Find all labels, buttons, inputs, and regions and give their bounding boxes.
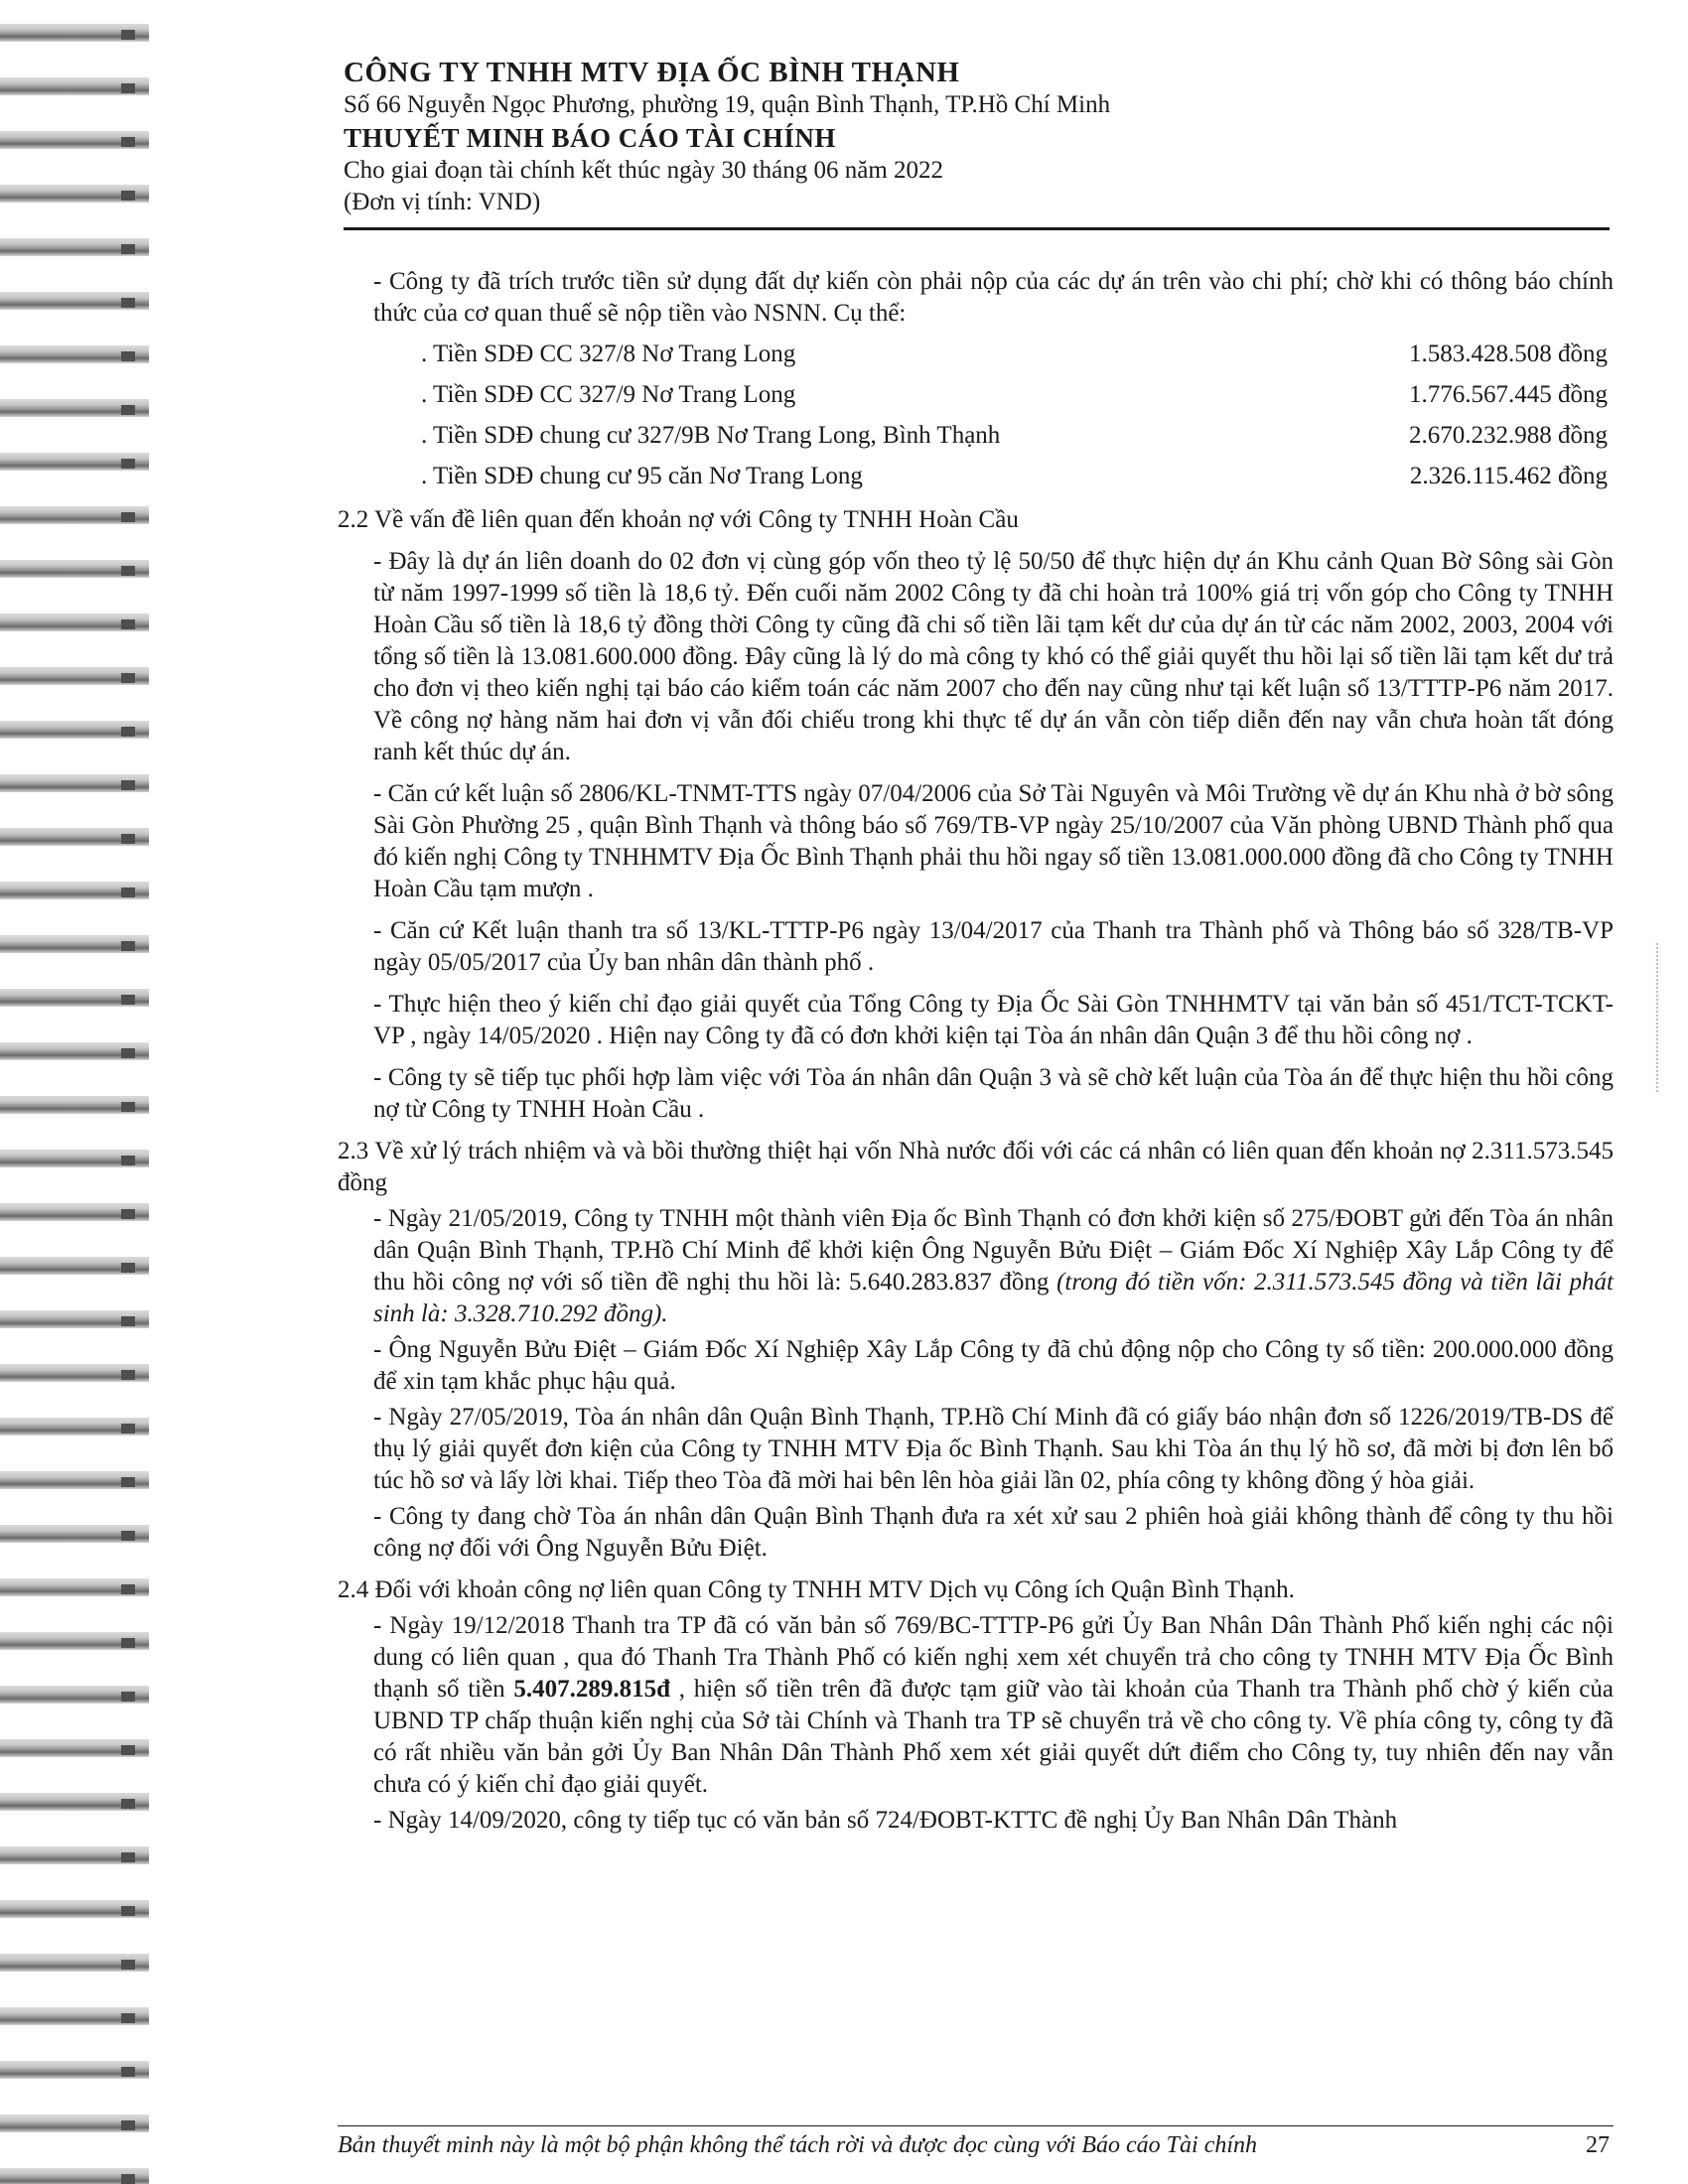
section-2-3-paragraph: - Công ty đang chờ Tòa án nhân dân Quận Bình Thạnh đưa ra xét xử sau 2 phiên hoà giải không thành để công ty thu hồi công nợ đối với Ông Nguyễn Bửu Điệt. xyxy=(373,1503,1614,1562)
intro-paragraph: - Công ty đã trích trước tiền sử dụng đất dự kiến còn phải nộp của các dự án trên vào chi phí; chờ khi có thông báo chính thức của cơ quan thuế sẽ nộp tiền vào NSNN. Cụ thể: xyxy=(373,268,1614,327)
highlighted-amount: 5.407.289.815đ xyxy=(513,1676,671,1703)
item-label: . Tiền SDĐ chung cư 327/9B Nơ Trang Long, Bình Thạnh xyxy=(421,421,1001,449)
list-item xyxy=(338,374,1614,415)
paragraph-italic-note: (trong đó tiền vốn: 2.311.573.545 đồng và tiền lãi phát sinh là: 3.328.710.292 đồng). xyxy=(373,1269,1615,1327)
item-amount: 2.326.115.462 đồng xyxy=(1409,462,1608,489)
footer-divider xyxy=(338,2125,1614,2126)
report-period: Cho giai đoạn tài chính kết thúc ngày 30 tháng 06 năm 2022 xyxy=(344,157,944,184)
section-2-4-paragraph: - Ngày 14/09/2020, công ty tiếp tục có văn bản số 724/ĐOBT-KTTC đề nghị Ủy Ban Nhân Dân Thành xyxy=(373,1807,1398,1834)
section-2-3-paragraph: - Ông Nguyễn Bửu Điệt – Giám Đốc Xí Nghiệp Xây Lắp Công ty đã chủ động nộp cho Công ty số tiền: 200.000.000 đồng để xin tạm khắc phục hậu quả. xyxy=(373,1336,1614,1395)
company-name: CÔNG TY TNHH MTV ĐỊA ỐC BÌNH THẠNH xyxy=(344,57,960,88)
item-label: . Tiền SDĐ CC 327/9 Nơ Trang Long xyxy=(421,380,796,408)
section-2-2-paragraph: - Căn cứ kết luận số 2806/KL-TNMT-TTS ngày 07/04/2006 của Sở Tài Nguyên và Môi Trường về dự án Khu nhà ở bờ sông Sài Gòn Phường 25 , quận Bình Thạnh và thông báo số 769/TB-VP ngày 25/10/2007 của Văn phòng UBND Thành phố qua đó kiến nghị Công ty TNHHMTV Địa Ốc Bình Thạnh phải thu hồi ngay số tiền 13.081.000.000 đồng đã cho Công ty TNHH Hoàn Cầu tạm mượn . xyxy=(373,780,1614,902)
land-fee-list xyxy=(338,334,1614,496)
item-amount: 2.670.232.988 đồng xyxy=(1409,421,1608,449)
item-amount: 1.776.567.445 đồng xyxy=(1409,380,1608,408)
section-2-3-heading: 2.3 Về xử lý trách nhiệm và và bồi thường thiệt hại vốn Nhà nước đối với các cá nhân có liên quan đến khoản nợ 2.311.573.545 đồng xyxy=(338,1138,1614,1196)
section-2-2-paragraph: - Căn cứ Kết luận thanh tra số 13/KL-TTTP-P6 ngày 13/04/2017 của Thanh tra Thành phố và Thông báo số 328/TB-VP ngày 05/05/2017 của Ủy ban nhân dân thành phố . xyxy=(373,917,1614,976)
section-2-2-paragraph: - Đây là dự án liên doanh do 02 đơn vị cùng góp vốn theo tỷ lệ 50/50 để thực hiện dự án Khu cảnh Quan Bờ Sông sài Gòn từ năm 1997-1999 số tiền là 18,6 tỷ. Đến cuối năm 2002 Công ty đã chi hoàn trả 100% giá trị vốn góp cho Công ty TNHH Hoàn Cầu số tiền là 18,6 tỷ đồng thời Công ty cũng đã chi số tiền lãi tạm kết dư của dự án từ các năm 2002, 2003, 2004 với tổng số tiền là 13.081.600.000 đồng. Đây cũng là lý do mà công ty khó có thể giải quyết thu hồi lại số tiền lãi tạm kết dư trả cho đơn vị theo kiến nghị tại báo cáo kiểm toán các năm 2007 cho đến nay cũng như tại kết luận số 13/TTTP-P6 năm 2017. Về công nợ hàng năm hai đơn vị vẫn đối chiếu trong khi thực tế dự án vẫn còn tiếp diễn đến nay vẫn chưa hoàn tất đóng ranh kết thúc dự án. xyxy=(373,548,1614,765)
currency-unit: (Đơn vị tính: VND) xyxy=(344,189,541,215)
page-number: 27 xyxy=(1586,2132,1610,2158)
item-label: . Tiền SDĐ chung cư 95 căn Nơ Trang Long xyxy=(421,462,863,489)
page-footer xyxy=(338,2130,1614,2160)
section-2-2-heading: 2.2 Về vấn đề liên quan đến khoản nợ với Công ty TNHH Hoàn Cầu xyxy=(338,506,1019,533)
company-address: Số 66 Nguyễn Ngọc Phương, phường 19, quận Bình Thạnh, TP.Hồ Chí Minh xyxy=(344,91,1111,118)
list-item xyxy=(338,334,1614,374)
section-2-3-paragraph xyxy=(338,1203,1614,1330)
document-header xyxy=(344,56,1615,218)
footer-note: Bản thuyết minh này là một bộ phận không thể tách rời và được đọc cùng với Báo cáo Tài chính xyxy=(338,2132,1258,2158)
spiral-binding xyxy=(0,0,149,2184)
item-label: . Tiền SDĐ CC 327/8 Nơ Trang Long xyxy=(421,340,796,367)
document-body xyxy=(338,266,1614,1837)
list-item xyxy=(338,415,1614,456)
paragraph-text: , hiện số tiền trên đã được tạm giữ vào tài khoản của Thanh tra Thành phố chờ ý kiến của UBND TP chấp thuận kiến nghị của Sở tài Chính và Thanh tra TP sẽ chuyển trả về cho công ty. Về phía công ty, công ty đã có rất nhiều văn bản gởi Ủy Ban Nhân Dân Thành Phố xem xét giải quyết dứt điểm cho Công ty, tuy nhiên đến nay vẫn chưa có ý kiến chỉ đạo giải quyết. xyxy=(373,1676,1614,1798)
list-item xyxy=(338,456,1614,496)
item-amount: 1.583.428.508 đồng xyxy=(1409,340,1608,367)
section-2-2-paragraph: - Thực hiện theo ý kiến chỉ đạo giải quyết của Tổng Công ty Địa Ốc Sài Gòn TNHHMTV tại văn bản số 451/TCT-TCKT-VP , ngày 14/05/2020 . Hiện nay Công ty đã có đơn khởi kiện tại Tòa án nhân dân Quận 3 để thu hồi công nợ . xyxy=(373,991,1614,1049)
paragraph-text: - Ngày 21/05/2019, Công ty TNHH một thành viên Địa ốc Bình Thạnh có đơn khởi kiện số 275/ĐOBT gửi đến Tòa án nhân dân Quận Bình Thạnh, TP.Hồ Chí Minh để khởi kiện Ông Nguyễn Bửu Điệt – Giám Đốc Xí Nghiệp Xây Lắp Công ty để thu hồi công nợ với số tiền đề nghị thu hồi là: 5.640.283.837 đồng xyxy=(373,1205,1614,1296)
report-title: THUYẾT MINH BÁO CÁO TÀI CHÍNH xyxy=(344,123,836,153)
section-2-4-paragraph xyxy=(338,1610,1614,1801)
paragraph-text: - Ngày 19/12/2018 Thanh tra TP đã có văn bản số 769/BC-TTTP-P6 gửi Ủy Ban Nhân Dân Thành Phố kiến nghị các nội dung có liên quan , qua đó Thanh Tra Thành Phố có kiến nghị xem xét chuyển trả cho công ty TNHH MTV Địa Ốc Bình thạnh số tiền xyxy=(373,1612,1614,1703)
section-2-3-paragraph: - Ngày 27/05/2019, Tòa án nhân dân Quận Bình Thạnh, TP.Hồ Chí Minh đã có giấy báo nhận đơn số 1226/2019/TB-DS để thụ lý giải quyết đơn kiện của Công ty TNHH MTV Địa ốc Bình Thạnh. Sau khi Tòa án thụ lý hồ sơ, đã mời bị đơn lên bổ túc hồ sơ và lấy lời khai. Tiếp theo Tòa đã mời hai bên lên hòa giải lần 02, phía công ty không đồng ý hòa giải. xyxy=(373,1404,1614,1494)
seal-stamp-fragment xyxy=(1656,943,1688,1092)
section-2-4-heading: 2.4 Đối với khoản công nợ liên quan Công ty TNHH MTV Dịch vụ Công ích Quận Bình Thạnh. xyxy=(338,1576,1295,1603)
section-2-2-paragraph: - Công ty sẽ tiếp tục phối hợp làm việc với Tòa án nhân dân Quận 3 và sẽ chờ kết luận của Tòa án để thực hiện thu hồi công nợ từ Công ty TNHH Hoàn Cầu . xyxy=(373,1064,1614,1123)
header-divider xyxy=(344,227,1610,230)
